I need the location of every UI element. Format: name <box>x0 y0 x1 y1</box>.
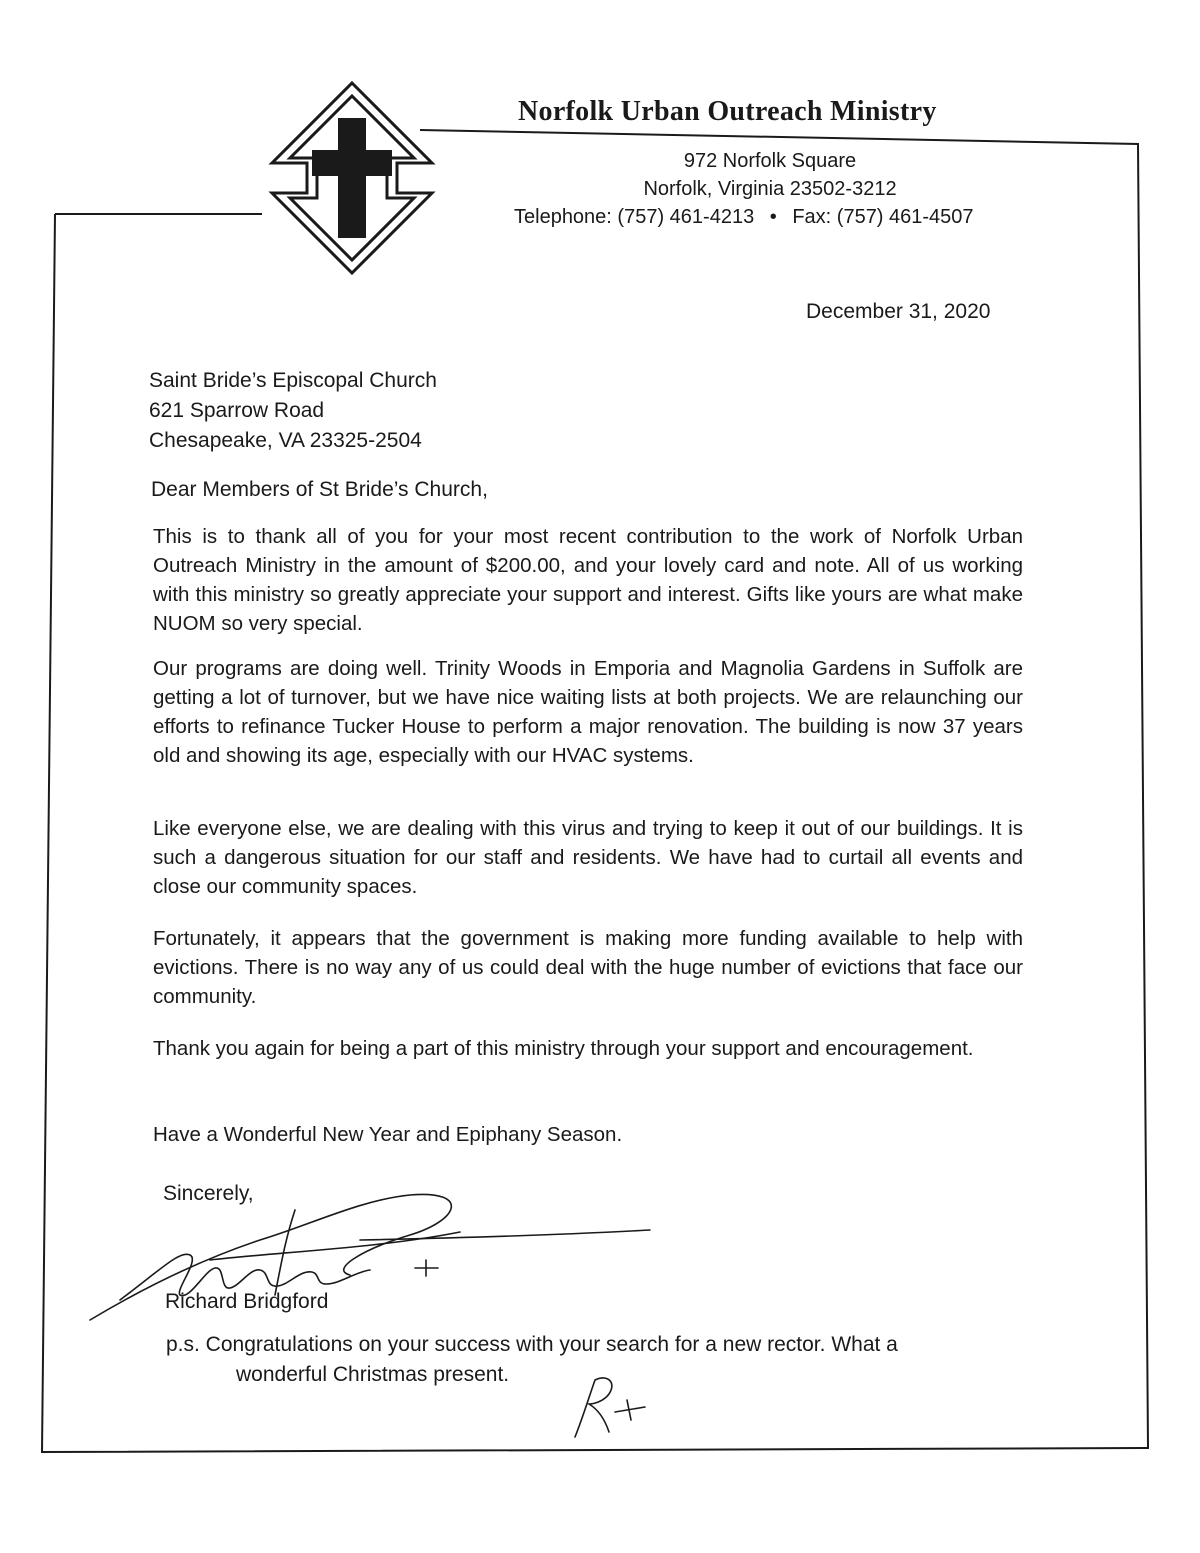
body-paragraph-2: Our programs are doing well. Trinity Woods in Emporia and Magnolia Gardens in Suffolk are getting a lot of turnover, but we have nice waiting lists at both projects. We are relaunching our efforts to refinance Tucker House to perform a major renovation. The building is now 37 years old and showing its age, especially with our HVAC systems. <box>153 657 1023 767</box>
recipient-name: Saint Bride’s Episcopal Church <box>149 369 437 392</box>
organization-name: Norfolk Urban Outreach Ministry <box>518 96 937 127</box>
org-contact-line <box>514 206 974 229</box>
letter-date: December 31, 2020 <box>806 300 991 323</box>
body-paragraph-3: Like everyone else, we are dealing with this virus and trying to keep it out of our buildings. It is such a dangerous situation for our staff and residents. We have had to curtail all events and close our community spaces. <box>153 817 1023 898</box>
recipient-address-block <box>149 366 437 456</box>
bullet-separator: • <box>769 206 777 228</box>
recipient-city-state-zip: Chesapeake, VA 23325-2504 <box>149 429 422 452</box>
postscript-line-2: wonderful Christmas present. <box>236 1363 510 1386</box>
body-paragraph-6: Have a Wonderful New Year and Epiphany Season. <box>153 1123 623 1146</box>
signer-name: Richard Bridgford <box>165 1290 329 1313</box>
salutation: Dear Members of St Bride’s Church, <box>151 478 488 501</box>
handwritten-initials <box>565 1372 665 1442</box>
body-paragraph-4: Fortunately, it appears that the government is making more funding available to help with evictions. There is no way any of us could deal with the huge number of evictions that face our community. <box>153 927 1023 1008</box>
postscript-line-1: p.s. Congratulations on your success with your search for a new rector. What a <box>166 1333 898 1356</box>
org-city-state-zip: Norfolk, Virginia 23502-3212 <box>643 178 897 200</box>
closing: Sincerely, <box>163 1182 254 1205</box>
body-paragraph-5: Thank you again for being a part of this ministry through your support and encouragement. <box>153 1037 974 1060</box>
ministry-logo-icon <box>262 78 442 278</box>
org-telephone: Telephone: (757) 461-4213 <box>514 206 755 228</box>
org-street-address: 972 Norfolk Square <box>683 150 857 172</box>
org-fax: Fax: (757) 461-4507 <box>792 206 974 228</box>
recipient-street: 621 Sparrow Road <box>149 399 325 422</box>
handwritten-signature <box>80 1180 680 1340</box>
body-paragraph-1: This is to thank all of you for your most recent contribution to the work of Norfolk Urban Outreach Ministry in the amount of $200.00, and your lovely card and note. All of us working with this ministry so greatly appreciate your support and interest. Gifts like yours are what make NUOM so very special. <box>153 525 1023 635</box>
